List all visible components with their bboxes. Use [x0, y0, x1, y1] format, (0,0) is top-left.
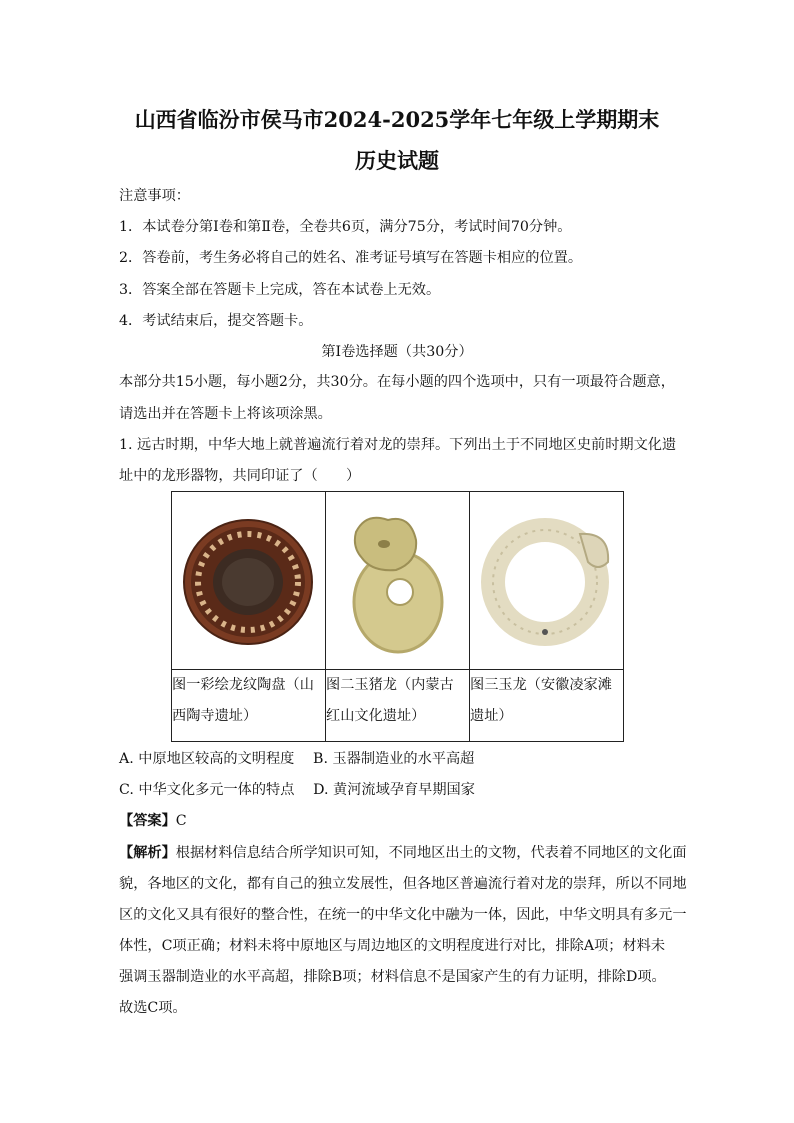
- figure-1-caption-line2: 西陶寺遗址）: [172, 708, 258, 724]
- jade-pig-dragon-icon: [326, 492, 469, 669]
- section-desc-line2: 请选出并在答题卡上将该项涂黑。: [119, 406, 332, 422]
- figure-1-image-cell: [172, 492, 326, 670]
- analysis-line6: 故选C项。: [119, 1000, 187, 1016]
- options-line2: C. 中华文化多元一体的特点 D. 黄河流域孕育早期国家: [119, 782, 475, 798]
- jade-dragon-ring-icon: [470, 492, 623, 669]
- analysis-line1: [119, 843, 687, 863]
- painted-pottery-plate-icon: [172, 492, 325, 669]
- notice-heading: 注意事项：: [119, 188, 190, 204]
- figure-3-caption-line1: 图三玉龙（安徽凌家滩: [470, 677, 612, 693]
- analysis-line2: 貌，各地区的文化，都有自己的独立发展性，但各地区普遍流行着对龙的崇拜，所以不同地: [119, 876, 687, 892]
- figure-1-caption-line1: 图一彩绘龙纹陶盘（山: [172, 677, 314, 693]
- section-title: 第Ⅰ卷选择题（共30分）: [321, 344, 473, 360]
- exam-title: 山西省临汾市侯马市2024-2025学年七年级上学期期末: [134, 107, 660, 132]
- section-desc-line1: 本部分共15小题，每小题2分，共30分。在每小题的四个选项中，只有一项最符合题意，: [119, 374, 675, 390]
- figure-2-caption-line1: 图二玉猪龙（内蒙古: [326, 677, 454, 693]
- question-stem-line2: 址中的龙形器物，共同印证了（ ）: [119, 468, 361, 484]
- notice-item-3: 3．答案全部在答题卡上完成，答在本试卷上无效。: [119, 282, 441, 298]
- figure-2-caption-line2: 红山文化遗址）: [326, 708, 426, 724]
- analysis-tag: 【解析】: [119, 845, 176, 861]
- exam-subtitle: 历史试题: [355, 148, 439, 173]
- analysis-line5: 强调玉器制造业的水平高超，排除B项；材料信息不是国家产生的有力证明，排除D项。: [119, 969, 666, 985]
- answer-tag: 【答案】: [119, 813, 176, 829]
- figure-2-image-cell: [326, 492, 470, 670]
- analysis-line3: 区的文化又具有很好的整合性，在统一的中华文化中融为一体，因此，中华文明具有多元一: [119, 907, 687, 923]
- figure-3-caption: [470, 670, 624, 742]
- notice-item-2: 2．答卷前，考生务必将自己的姓名、准考证号填写在答题卡相应的位置。: [119, 250, 583, 266]
- answer-line: [119, 811, 679, 831]
- figure-table: [171, 491, 624, 742]
- figure-3-caption-line2: 遗址）: [470, 708, 513, 724]
- figure-1-caption: [172, 670, 326, 742]
- figure-3-image-cell: [470, 492, 624, 670]
- analysis-line4: 体性，C项正确；材料未将中原地区与周边地区的文明程度进行对比，排除A项；材料未: [119, 938, 666, 954]
- notice-item-1: 1．本试卷分第Ⅰ卷和第Ⅱ卷，全卷共6页，满分75分，考试时间70分钟。: [119, 219, 572, 235]
- answer-value: C: [175, 813, 187, 829]
- figure-2-caption: [326, 670, 470, 742]
- analysis-text-line1: 根据材料信息结合所学知识可知，不同地区出土的文物，代表着不同地区的文化面: [175, 845, 687, 861]
- notice-item-4: 4．考试结束后，提交答题卡。: [119, 313, 313, 329]
- question-stem-line1: 1. 远古时期，中华大地上就普遍流行着对龙的崇拜。下列出土于不同地区史前时期文化遗: [119, 437, 677, 453]
- options-line1: A. 中原地区较高的文明程度 B. 玉器制造业的水平高超: [119, 751, 475, 767]
